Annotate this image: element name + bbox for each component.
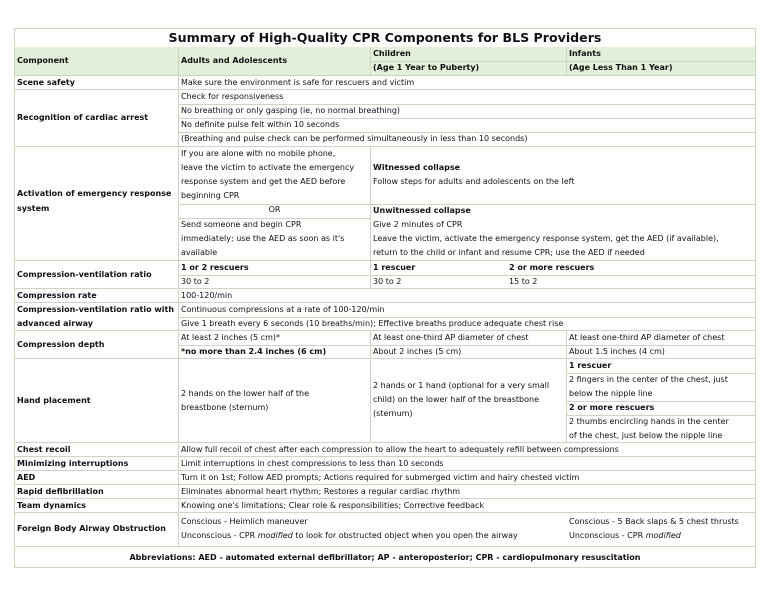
hands-infant-one-head: 1 rescuer [569,361,612,370]
recognition-line: No breathing or only gasping (ie, no normal breathing) [181,106,401,115]
row-label: Chest recoil [17,445,71,454]
depth-child-1: At least one-third AP diameter of chest [373,333,529,342]
hands-infant-two-head: 2 or more rescuers [569,403,655,412]
page-title: Summary of High-Quality CPR Components for BLS Providers [15,29,755,48]
header-infants-age: (Age Less Than 1 Year) [569,63,673,72]
abbreviations-footer: Abbreviations: AED - automated external defibrillator; AP - anteroposterior; CPR - cardiopulmonary resuscitation [15,546,755,568]
ratio-one-rescuer-value: 30 to 2 [373,277,402,286]
row-chest-recoil [15,443,755,457]
depth-adult-2: *no more than 2.4 inches (6 cm) [181,347,327,356]
header-adults: Adults and Adolescents [181,56,288,65]
header-row [15,47,755,76]
hands-adult-line: breastbone (sternum) [181,403,269,412]
row-foreign-body-airway-obstruction [15,513,755,546]
header-infants: Infants [569,49,601,58]
ratio-adult-head: 1 or 2 rescuers [181,263,249,272]
row-label: Compression-ventilation ratio [17,270,152,279]
row-label: Hand placement [17,396,91,405]
recognition-line: No definite pulse felt within 10 seconds [181,120,340,129]
activation-adult-line: immediately; use the AED as soon as it's [181,234,345,243]
ratio-adult-value: 30 to 2 [181,277,210,286]
row-text: Knowing one's limitations; Clear role & responsibilities; Corrective feedback [181,501,485,510]
row-label: advanced airway [17,319,93,328]
hands-child-line: 2 hands or 1 hand (optional for a very small [373,381,550,390]
row-label: Recognition of cardiac arrest [17,113,149,122]
header-component: Component [17,56,69,65]
row-label: AED [17,473,36,482]
hands-child-line: (sternum) [373,409,413,418]
activation-adult-line: Send someone and begin CPR [181,220,302,229]
depth-infant-1: At least one-third AP diameter of chest [569,333,725,342]
row-hand-placement [15,359,755,443]
row-ratio [15,261,755,289]
witnessed-title: Witnessed collapse [373,163,461,172]
row-label: Activation of emergency response [17,189,172,198]
row-label: Team dynamics [17,501,86,510]
ratio-one-rescuer-head: 1 rescuer [373,263,416,272]
row-text: Limit interruptions in chest compressions to less than 10 seconds [181,459,444,468]
activation-adult-line: response system and get the AED before [181,177,346,186]
header-children: Children [373,49,411,58]
row-text: 100-120/min [181,291,233,300]
row-compression-rate [15,289,755,303]
recognition-line: (Breathing and pulse check can be performed simultaneously in less than 10 seconds) [181,134,528,143]
cpr-summary-table [14,28,756,568]
recognition-line: Check for responsiveness [181,92,284,101]
row-text: Eliminates abnormal heart rhythm; Restores a regular cardiac rhythm [181,487,461,496]
row-recognition [15,90,755,147]
depth-child-2: About 2 inches (5 cm) [373,347,462,356]
hands-infant-line: of the chest, just below the nipple line [569,431,723,440]
row-text: Give 1 breath every 6 seconds (10 breaths/min); Effective breaths produce adequate chest rise [181,319,564,328]
header-children-age: (Age 1 Year to Puberty) [373,63,480,72]
fbao-infant-line: Unconscious - CPR modified [569,531,681,540]
witnessed-text: Follow steps for adults and adolescents on the left [373,177,575,186]
row-aed [15,471,755,485]
unwitnessed-line: return to the child or infant and resume CPR; use the AED if needed [373,248,645,257]
depth-infant-2: About 1.5 inches (4 cm) [569,347,665,356]
row-label: Compression-ventilation ratio with [17,305,175,314]
row-rapid-defibrillation [15,485,755,499]
row-label: Compression depth [17,340,105,349]
fbao-infant-line: Conscious - 5 Back slaps & 5 chest thrusts [569,517,739,526]
hands-child-line: child) on the lower half of the breastbone [373,395,540,404]
row-scene-safety [15,76,755,90]
row-text: Make sure the environment is safe for rescuers and victim [181,78,415,87]
row-label: Rapid defibrillation [17,487,104,496]
unwitnessed-line: Give 2 minutes of CPR [373,220,463,229]
hands-infant-line: 2 fingers in the center of the chest, just [569,375,728,384]
unwitnessed-title: Unwitnessed collapse [373,206,471,215]
hands-adult-line: 2 hands on the lower half of the [181,389,309,398]
activation-adult-line: beginning CPR [181,191,240,200]
row-label: Scene safety [17,78,75,87]
activation-or: OR [268,205,281,214]
fbao-line: Conscious - Heimlich maneuver [181,517,308,526]
row-text: Continuous compressions at a rate of 100-120/min [181,305,385,314]
row-compression-depth [15,331,755,359]
row-label: Foreign Body Airway Obstruction [17,524,166,533]
row-text: Turn it on 1st; Follow AED prompts; Actions required for submerged victim and hairy chested victim [181,473,580,482]
activation-adult-line: If you are alone with no mobile phone, [181,149,336,158]
row-minimizing-interruptions [15,457,755,471]
row-advanced-airway [15,303,755,331]
row-team-dynamics [15,499,755,513]
activation-adult-line: leave the victim to activate the emergency [181,163,355,172]
activation-adult-line: available [181,248,218,257]
ratio-two-rescuers-head: 2 or more rescuers [509,263,595,272]
row-activation [15,147,755,261]
row-label: system [17,204,50,213]
row-text: Allow full recoil of chest after each compression to allow the heart to adequately refill between compressions [181,445,619,454]
hands-infant-line: below the nipple line [569,389,653,398]
fbao-line: Unconscious - CPR modified to look for obstructed object when you open the airway [181,531,518,540]
hands-infant-line: 2 thumbs encircling hands in the center [569,417,729,426]
ratio-two-rescuers-value: 15 to 2 [509,277,538,286]
row-label: Minimizing interruptions [17,459,129,468]
row-label: Compression rate [17,291,97,300]
unwitnessed-line: Leave the victim, activate the emergency response system, get the AED (if available), [373,234,719,243]
depth-adult-1: At least 2 inches (5 cm)* [181,333,280,342]
